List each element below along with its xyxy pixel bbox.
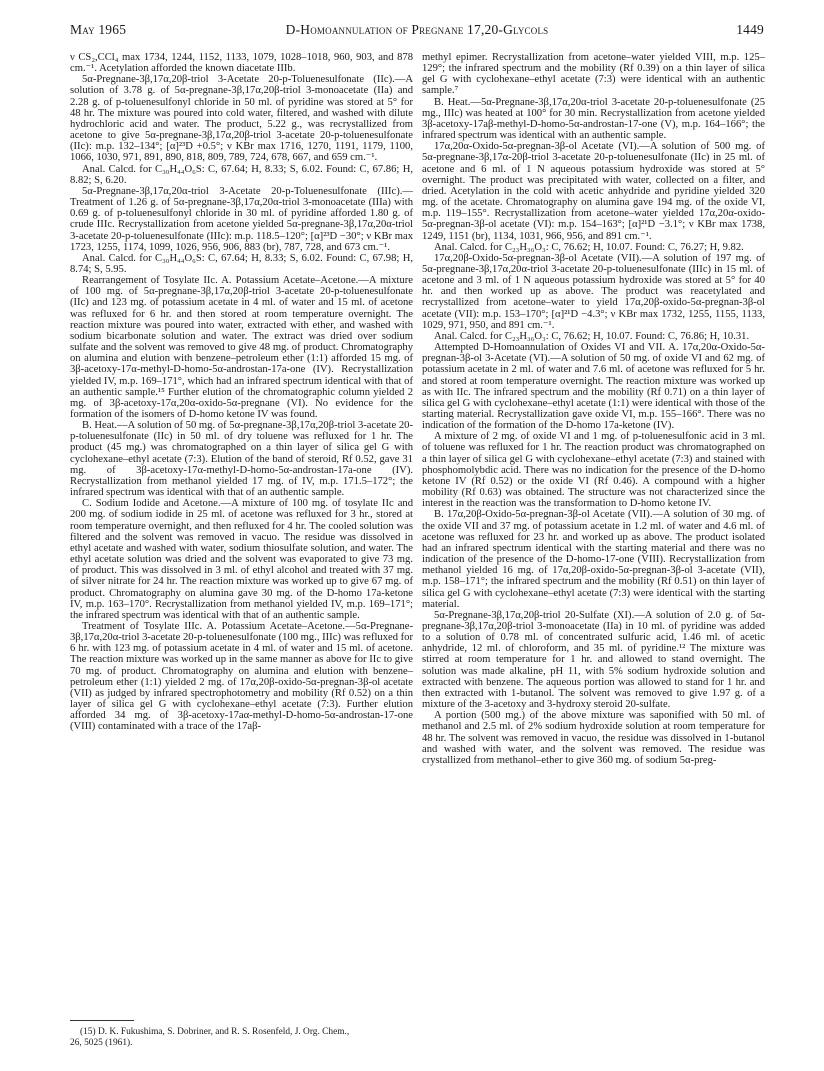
paragraph: A portion (500 mg.) of the above mixture was saponified with 50 ml. of methanol and 2.5 ml. of 2% sodium hydroxide solution at room temperature for 48 hr. The solvent was removed in vacuo, the residue was dissolved in 1-butanol and washed with water, and the solvent was removed. The residue was crystallized from methanol–ether to give 360 mg. of sodium 5α-preg-	[422, 710, 765, 766]
right-column	[422, 52, 765, 766]
paragraph: Attempted D-Homoannulation of Oxides VI and VII. A. 17α,20α-Oxido-5α-pregnan-3β-ol 3-Acetate (VI).—A solution of 50 mg. of oxide VI and 62 mg. of potassium acetate in 2 ml. of water and 7.6 ml. of acetone was refluxed for 5 hr. and stored at room temperature overnight. The reaction mixture was worked up as with IIc. The infrared spectrum and the mobility (Rf 0.71) on a thin layer of silica gel G with cyclohexane–ethyl acetate (1:1) were identical with those of the starting material. Recrystallization gave oxide VI, m.p. 155–166°. There was no indication of the formation of the D-homo 17a-ketone (IV).	[422, 342, 765, 432]
paragraph: 5α-Pregnane-3β,17α,20β-triol 20-Sulfate (XI).—A solution of 2.0 g. of 5α-pregnane-3β,17α,20β-triol 3-monoacetate (IIa) in 10 ml. of pyridine was added to a solution of 0.78 ml. of concentrated sulfuric acid, 1.46 ml. of acetic anhydride, 12 ml. of chloroform, and 35 ml. of pyridine.¹² The mixture was stirred at room temperature for 1 hr. and allowed to stand overnight. The solution was made alkaline, pH 11, with 5% sodium hydroxide solution and extracted with benzene. The aqueous portion was allowed to stand for 1 hr. and then extracted with 1-butanol. The solvent was removed to give 1.97 g. of a mixture of the 3-acetoxy and 3-hydroxy steroid 20-sulfate.	[422, 609, 765, 711]
paragraph: A mixture of 2 mg. of oxide VI and 1 mg. of p-toluenesulfonic acid in 3 ml. of toluene was refluxed for 1 hr. The reaction product was chromatographed on a thin layer of silica gel G with cyclohexane–ethyl acetate (7:3) and stained with phosphomolybdic acid. There was no indication for the presence of the D-homo ketone IV (Rf 0.52) or the oxide VI (Rf 0.46). A compound with a higher mobility (Rf 0.63) was obtained. The structure was not characterized since the interest in the reaction was the transformation to D-homo ketone IV.	[422, 431, 765, 510]
header-title: D-Homoannulation of Pregnane 17,20-Glycols	[285, 22, 549, 37]
paragraph: 5α-Pregnane-3β,17α,20β-triol 3-Acetate 20-p-Toluenesulfonate (IIc).—A solution of 3.78 g. of 5α-pregnane-3β,17α,20β-triol 3-monoacetate (IIa) and 2.28 g. of p-toluenesulfonyl chloride in 50 ml. of pyridine was stored at 5° for 48 hr. The mixture was poured into cold water, filtered, and washed with dilute hydrochloric acid and water. The product, 5.22 g., was recrystallized from acetone to give 5α-pregnane-3β,17α,20β-triol 3-acetate 20-p-toluenesulfonate (IIc): m.p. 132–134°; [α]²³D +0.5°; ν KBr max 1716, 1270, 1191, 1179, 1100, 1066, 1030, 971, 891, 890, 818, 809, 789, 724, 678, 667, and 659 cm.⁻¹.	[70, 74, 413, 164]
paragraph: 17α,20β-Oxido-5α-pregnan-3β-ol Acetate (VII).—A solution of 197 mg. of 5α-pregnane-3β,17α,20α-triol 3-acetate 20-p-toluenesulfonate (IIIc) in 15 ml. of acetone and 3 ml. of 1 N aqueous potassium hydroxide was stored at 5° for 40 hr. and then worked up as above. The product was reacetylated and recrystallized from acetone–water to yield 17α,20β-oxido-5α-pregnan-3β-ol acetate (VII): m.p. 153–170°; [α]²¹D −4.3°; ν KBr max 1732, 1255, 1155, 1133, 1029, 971, 950, and 891 cm.⁻¹.	[422, 252, 765, 331]
paragraph: B. Heat.—A solution of 50 mg. of 5α-pregnane-3β,17α,20β-triol 3-acetate 20-p-toluenesulfonate (IIc) in 50 ml. of dry toluene was refluxed for 1 hr. The product (45 mg.) was chromatographed on a thin layer of silica gel G with cyclohexane–ethyl acetate (7:3). Elution of the band of steroid, Rf 0.52, gave 31 mg. of 3β-acetoxy-17α-methyl-D-homo-5α-androstan-17a-one (IV). Recrystallization from methanol yielded 17 mg. of IV, m.p. 171.5–172°; the infrared spectrum was identical with that of an authentic sample.	[70, 420, 413, 499]
footnote-line: (15) D. K. Fukushima, S. Dobriner, and R. S. Rosenfeld, J. Org. Chem.,	[80, 1027, 350, 1037]
footnote	[70, 1027, 413, 1049]
paragraph: methyl epimer. Recrystallization from acetone–water yielded VIII, m.p. 125–129°; the infrared spectrum and the mobility (Rf 0.39) on a thin layer of silica gel G with cyclohexane–ethyl acetate (7:3) were identical with an authentic sample.⁷	[422, 52, 765, 97]
paragraph: Anal. Calcd. for C₃₀H₄₄O₆S: C, 67.64; H, 8.33; S, 6.02. Found: C, 67.98; H, 8.74; S, 5.95.	[70, 252, 413, 275]
paragraph: 5α-Pregnane-3β,17α,20α-triol 3-Acetate 20-p-Toluenesulfonate (IIIc).—Treatment of 1.26 g. of 5α-pregnane-3β,17α,20α-triol 3-monoacetate (IIIa) with 0.69 g. of p-toluenesulfonyl chloride in 30 ml. of pyridine afforded 1.80 g. of crude IIIc. Recrystallization from acetone yielded 5α-pregnane-3β,17α,20α-triol 3-acetate 20-p-toluenesulfonate (IIIc): m.p. 118.5–120°; [α]²³D −30°; ν KBr max 1723, 1255, 1174, 1099, 1026, 956, 906, 883 (br), 787, 728, and 673 cm.⁻¹.	[70, 185, 413, 253]
paragraph: B. 17α,20β-Oxido-5α-pregnan-3β-ol Acetate (VII).—A solution of 30 mg. of the oxide VII and 37 mg. of potassium acetate in 1.2 ml. of water and 4.6 ml. of acetone was refluxed for 23 hr. and worked up as above. The product isolated had an infrared spectrum identical with the starting material and there was no indication of the presence of the D-homo-17-one (VIII). Recrystallization from methanol yielded 16 mg. of 17α,20β-oxido-5α-pregnan-3β-ol 3-acetate (VII), m.p. 158–171°; the infrared spectrum and the mobility (Rf 0.51) on thin layer of silica gel G with cyclohexane–ethyl acetate (7:3) were identical with the starting material.	[422, 509, 765, 610]
header-date: May 1965	[70, 22, 127, 37]
paragraph: ν CS₂,CCl₄ max 1734, 1244, 1152, 1133, 1079, 1028–1018, 960, 903, and 878 cm.⁻¹. Acetylation afforded the known diacetate IIIb.	[70, 52, 413, 75]
paragraph: Anal. Calcd. for C₂₃H₃₆O₃: C, 76.62; H, 10.07. Found: C, 76.86; H, 10.31.	[434, 330, 750, 342]
paragraph: B. Heat.—5α-Pregnane-3β,17α,20α-triol 3-acetate 20-p-toluenesulfonate (25 mg., IIIc) was heated at 100° for 30 min. Recrystallization from acetone yielded 3β-acetoxy-17aβ-methyl-D-homo-5α-androstan-17-one (V), m.p. 164–166°; the infrared spectrum was identical with an authentic sample.	[422, 96, 765, 142]
paragraph: Rearrangement of Tosylate IIc. A. Potassium Acetate–Acetone.—A mixture of 100 mg. of 5α-pregnane-3β,17α,20β-triol 3-acetate 20-p-toluenesulfonate (IIc) and 123 mg. of potassium acetate in 4 ml. of water and 15 ml. of acetone was refluxed for 6 hr. and then stored at room temperature overnight. The reaction mixture was poured into water, extracted with ether, and washed with sodium bicarbonate solution and water. The extract was dried over sodium sulfate and the solvent was removed to give 48 mg. of product. Chromatography on alumina and elution with benzene–petroleum ether (1:1) afforded 15 mg. of 3β-acetoxy-17α-methyl-D-homo-5α-androstan-17a-one (IV). Recrystallization yielded IV, m.p. 169–171°, which had an infrared spectrum identical with that of an authentic sample.¹⁵ Further elution of the chromatographic column yielded 2 mg. of 3β-acetoxy-17α,20α-oxido-5α-pregnane (VI). No evidence for the formation of the isomers of D-homo ketone IV was found.	[70, 275, 413, 420]
paragraph: Treatment of Tosylate IIIc. A. Potassium Acetate–Acetone.—5α-Pregnane-3β,17α,20α-triol 3-acetate 20-p-toluenesulfonate (100 mg., IIIc) was refluxed for 6 hr. with 123 mg. of potassium acetate in 4 ml. of water and 15 ml. of acetone. The reaction mixture was worked up in the same manner as above for IIc to give 70 mg. of product. Chromatography on alumina and elution with benzene–petroleum ether (1:1) yielded 2 mg. of 17α,20β-oxido-5α-pregnan-3β-ol acetate (VII) as judged by infrared spectrophotometry and mobility (Rf 0.52) on a thin layer of silica gel G with cyclohexane–ethyl acetate (7:3). Further elution afforded 34 mg. of 3β-acetoxy-17aα-methyl-D-homo-5α-androstan-17-one (VIII) contaminated with a trace of the 17aβ-	[70, 620, 414, 733]
paragraph: 17α,20α-Oxido-5α-pregnan-3β-ol Acetate (VI).—A solution of 500 mg. of 5α-pregnane-3β,17α-20β-triol 3-acetate 20-p-toluenesulfonate (IIc) in 25 ml. of acetone and 6 ml. of 1 N aqueous potassium hydroxide was stored at 5° overnight. The product was precipitated with water, collected on a filter, and dried. Acetylation in the cold with acetic anhydride and pyridine yielded 320 mg. of the acetate. Chromatography on alumina gave 194 mg. of the oxide VI, m.p. 119–155°. Recrystallization from acetone–water yielded 17α,20α-oxido-5α-pregnan-3β-ol acetate (VI): m.p. 154–163°; [α]²¹D −3.1°; ν KBr max 1738, 1249, 1151 (br), 1134, 1031, 966, 956, and 891 cm.⁻¹.	[422, 141, 765, 242]
footnote-rule	[70, 1020, 134, 1021]
left-column	[70, 52, 413, 733]
page-number: 1449	[736, 22, 764, 37]
paragraph: Anal. Calcd. for C₂₃H₃₆O₃: C, 76.62; H, 10.07. Found: C, 76.27; H, 9.82.	[434, 241, 744, 253]
footnote-line: 26, 5025 (1961).	[70, 1038, 133, 1048]
paragraph: C. Sodium Iodide and Acetone.—A mixture of 100 mg. of tosylate IIc and 200 mg. of sodium iodide in 25 ml. of acetone was refluxed for 3 hr., stored at room temperature overnight, and then refluxed for 4 hr. The cooled solution was filtered and the solvent was removed in vacuo. The residue was dissolved in ethyl acetate and washed with water, sodium thiosulfate solution, and water. The ethyl acetate solution was dried and the solvent was evaporated to give 73 mg. of product. This was dissolved in 3 ml. of ethyl alcohol and treated with 37 mg. of silver nitrate for 24 hr. The reaction mixture was worked up to give 67 mg. of product. Chromatography on alumina gave 30 mg. of the D-homo 17a-ketone IV, m.p. 163–170°. Recrystallization from methanol yielded IV, m.p. 169–171°; the infrared spectrum was identical with that of an authentic sample.	[70, 498, 413, 621]
paragraph: Anal. Calcd. for C₃₀H₄₄O₆S: C, 67.64; H, 8.33; S, 6.02. Found: C, 67.86; H, 8.82; S, 6.20.	[70, 163, 413, 186]
running-header	[70, 22, 764, 42]
